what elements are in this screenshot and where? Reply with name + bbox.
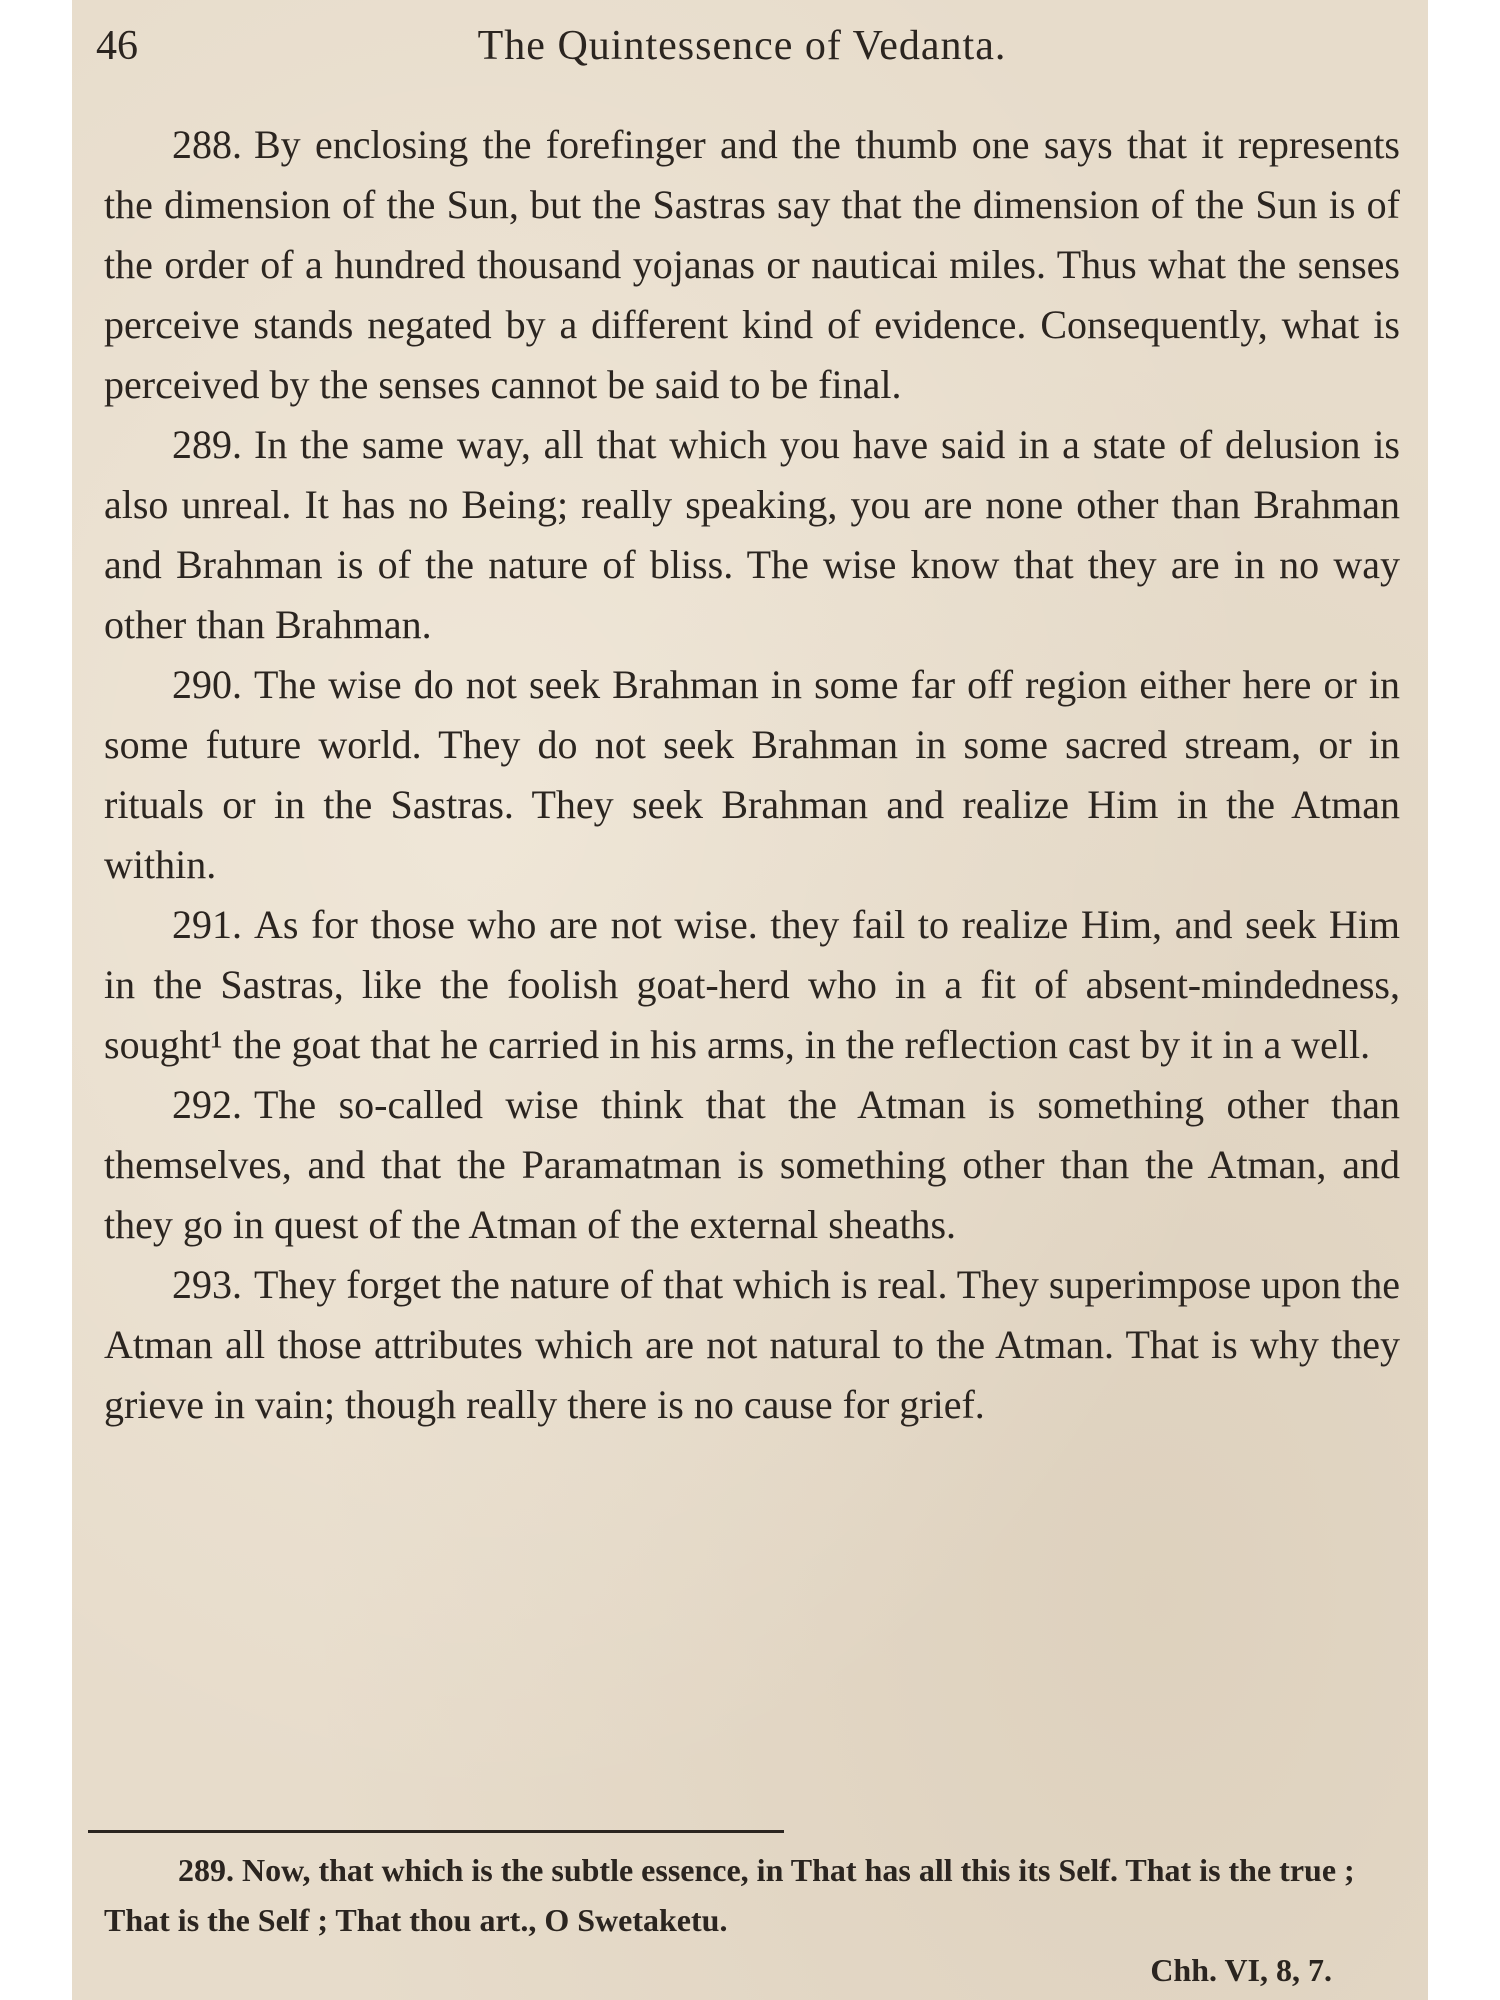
footnote-divider [88, 1830, 784, 1833]
page-body [104, 115, 1400, 1435]
footnote-text [104, 1845, 1400, 1945]
paragraph-text: The wise do not seek Brahman in some far off region either here or in some future world. They do not seek Brahman in some sacred stream, or in rituals or in the Sastras. They seek Brahman and realize Him in the Atman within. [104, 662, 1400, 887]
paragraph-text: As for those who are not wise. they fail to realize Him, and seek Him in the Sastras, like the foolish goat-herd who in a fit of absent-mindedness, sought¹ the goat that he carried in his arms, in the reflection cast by it in a well. [104, 902, 1400, 1067]
paragraph-text: In the same way, all that which you have said in a state of delusion is also unreal. It has no Being; really speaking, you are none other than Brahman and Brahman is of the nature of bliss. The wise know that they are in no way other than Brahman. [104, 422, 1400, 647]
paragraph-number: 289. [172, 422, 242, 467]
footnote-body: Now, that which is the subtle essence, in That has all this its Self. That is the true ; That is the Self ; That thou art., O Swetaketu. [104, 1852, 1355, 1938]
paragraph-289 [104, 415, 1400, 655]
paragraph-288 [104, 115, 1400, 415]
paragraph-text: By enclosing the forefinger and the thumb one says that it represents the dimension of the Sun, but the Sastras say that the dimension of the Sun is of the order of a hundred thousand yojanas or nauticai miles. Thus what the senses perceive stands negated by a different kind of evidence. Consequently, what is perceived by the senses cannot be said to be final. [104, 122, 1400, 407]
page-number: 46 [96, 23, 138, 69]
paragraph-number: 293. [172, 1262, 242, 1307]
footnote [104, 1845, 1400, 1995]
paragraph-290 [104, 655, 1400, 895]
footnote-number: 289. [178, 1852, 234, 1888]
paragraph-292 [104, 1075, 1400, 1255]
paragraph-number: 288. [172, 122, 242, 167]
paragraph-number: 292. [172, 1082, 242, 1127]
paragraph-number: 291. [172, 902, 242, 947]
paragraph-number: 290. [172, 662, 242, 707]
page-header [96, 18, 1388, 78]
paragraph-text: The so-called wise think that the Atman is something other than themselves, and that the Paramatman is something other than the Atman, and they go in quest of the Atman of the external sheaths. [104, 1082, 1400, 1247]
running-title: The Quintessence of Vedanta. [477, 23, 1007, 69]
paragraph-291 [104, 895, 1400, 1075]
paragraph-text: They forget the nature of that which is real. They superimpose upon the Atman all those attributes which are not natural to the Atman. That is why they grieve in vain; though really there is no cause for grief. [104, 1262, 1400, 1427]
paragraph-293 [104, 1255, 1400, 1435]
book-page [72, 0, 1428, 2000]
footnote-citation: Chh. VI, 8, 7. [1150, 1952, 1332, 1988]
